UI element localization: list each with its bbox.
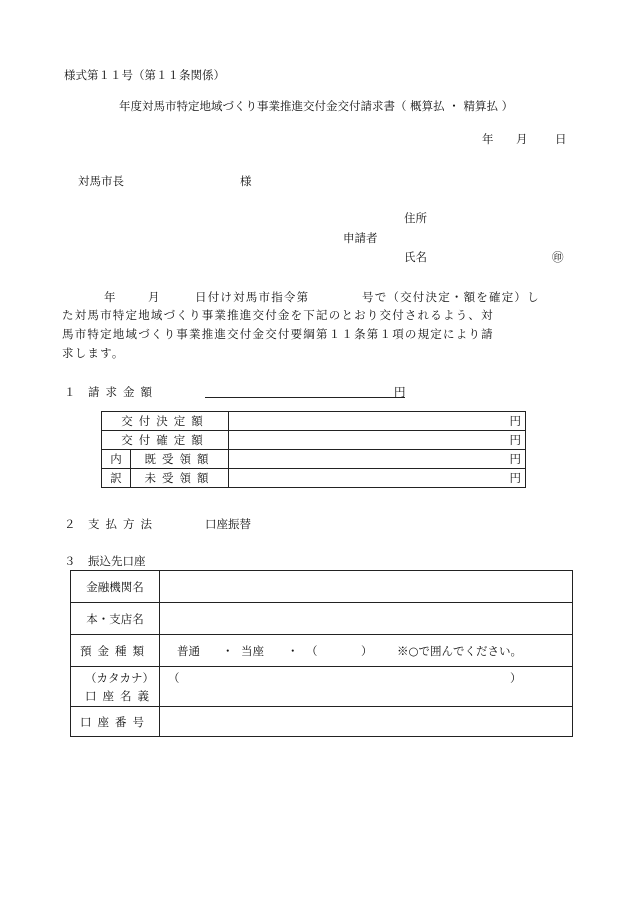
cell-label: 未受領額 [131, 469, 229, 488]
breakdown-label-1: 内 [102, 450, 131, 469]
table-row [102, 469, 526, 488]
option-other-close: ） [361, 644, 373, 658]
section1-number: １ [64, 385, 76, 399]
paren-close: ） [510, 671, 522, 685]
account-name-label [71, 667, 160, 707]
body-line2: た対馬市特定地域づくり事業推進交付金を下記のとおり交付されるよう、対 [62, 308, 494, 322]
section1-label: 請求金額 [88, 385, 158, 399]
form-number: 様式第１１号（第１１条関係） [64, 68, 225, 82]
table-row [71, 603, 573, 635]
bank-account-table [70, 570, 573, 737]
seal-mark: ㊞ [552, 250, 564, 264]
bank-name-field[interactable] [160, 571, 573, 603]
account-number-label: 口座番号 [71, 707, 160, 737]
separator: ・ [222, 644, 234, 658]
addressee-name: 対馬市長 [78, 174, 124, 188]
table-row [71, 571, 573, 603]
cell-label: 交付決定額 [102, 412, 229, 431]
request-amount-line[interactable] [205, 397, 405, 398]
table-row [102, 431, 526, 450]
cell-label: 交付確定額 [102, 431, 229, 450]
account-name-text: 口座名義 [85, 689, 155, 703]
body-year: 年 [104, 290, 117, 304]
body-line3: 馬市特定地域づくり事業推進交付金交付要綱第１１条第１項の規定により請 [62, 327, 494, 341]
deposit-type-field[interactable] [160, 635, 573, 667]
payment-method-value: 口座振替 [205, 517, 251, 531]
table-row [71, 707, 573, 737]
body-line4: 求します。 [62, 346, 125, 360]
amount-field[interactable]: 円 [229, 431, 526, 450]
date-year: 年 [482, 132, 494, 146]
branch-name-field[interactable] [160, 603, 573, 635]
applicant-address-label: 住所 [404, 211, 427, 225]
request-amount-unit: 円 [394, 385, 406, 399]
option-regular[interactable]: 普通 [177, 644, 200, 658]
breakdown-label-2: 訳 [102, 469, 131, 488]
amount-table [101, 411, 526, 488]
option-other-open[interactable]: （ [306, 644, 318, 658]
option-checking[interactable]: 当座 [241, 644, 264, 658]
table-row [102, 412, 526, 431]
date-day: 日 [555, 132, 567, 146]
separator: ・ [287, 644, 299, 658]
paren-open: （ [168, 671, 180, 685]
body-line1-part1: 日付け対馬市指令第 [195, 290, 310, 304]
date-month: 月 [516, 132, 528, 146]
table-row [71, 635, 573, 667]
section2-number: ２ [64, 517, 76, 531]
amount-field[interactable]: 円 [229, 469, 526, 488]
cell-label: 既受領額 [131, 450, 229, 469]
branch-name-label: 本・支店名 [71, 603, 160, 635]
amount-field[interactable]: 円 [229, 450, 526, 469]
addressee-honorific: 様 [240, 174, 252, 188]
amount-field[interactable]: 円 [229, 412, 526, 431]
account-number-field[interactable] [160, 707, 573, 737]
table-row [102, 450, 526, 469]
body-month: 月 [148, 290, 161, 304]
applicant-label: 申請者 [343, 231, 378, 245]
document-title: 年度対馬市特定地域づくり事業推進交付金交付請求書（ 概算払 ・ 精算払 ） [119, 99, 514, 113]
body-line1-part2: 号で（交付決定・額を確定）し [362, 290, 540, 304]
section2-label: 支払方法 [88, 517, 158, 531]
bank-name-label: 金融機関名 [71, 571, 160, 603]
account-name-field[interactable] [160, 667, 573, 707]
applicant-name-label: 氏名 [404, 250, 427, 264]
katakana-label: （カタカナ） [85, 671, 154, 685]
table-row [71, 667, 573, 707]
deposit-type-label: 預金種類 [71, 635, 160, 667]
section3-number: ３ [64, 554, 76, 568]
circle-note: ※○で囲んでください。 [397, 644, 523, 658]
section3-label: 振込先口座 [88, 554, 146, 568]
